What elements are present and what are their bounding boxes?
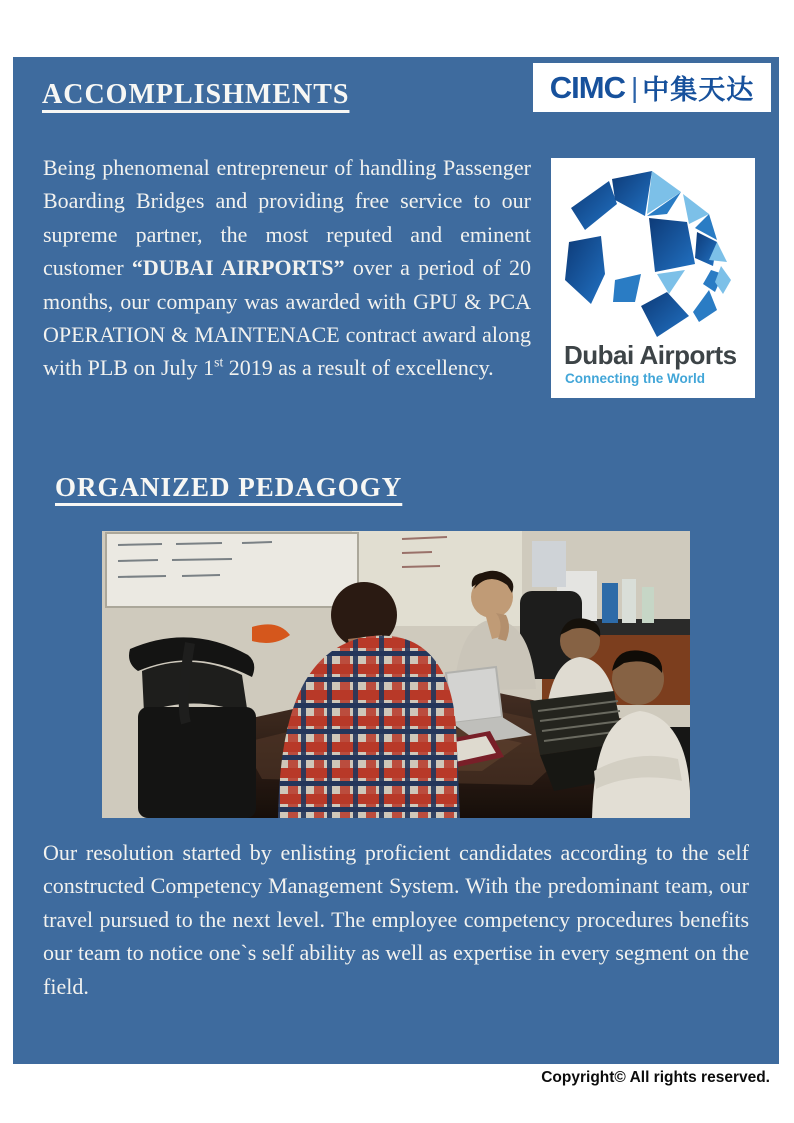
copyright-text: Copyright© All rights reserved. bbox=[541, 1069, 770, 1086]
document-page-panel bbox=[13, 57, 779, 1064]
meeting-photo-illustration bbox=[102, 531, 690, 818]
meeting-photo bbox=[102, 531, 690, 818]
dubai-airports-tagline: Connecting the World bbox=[565, 371, 705, 386]
pedagogy-title: ORGANIZED PEDAGOGY bbox=[55, 472, 403, 502]
paragraph-text: Being phenomenal entrepreneur of handling Passenger Boarding Bridges and providing free service to our supreme partner, the most reputed and eminent customer bbox=[43, 155, 531, 281]
pedagogy-paragraph: Our resolution started by enlisting proficient candidates according to the self constructed Competency Management System. With the predominant team, our travel pursued to the next level. The employee competency procedures benefits our team to notice one`s self ability as well as expertise in every segment on the field. bbox=[43, 840, 749, 999]
paragraph-text: 2019 as a result of excellency. bbox=[223, 355, 494, 381]
cimc-logo bbox=[533, 63, 771, 112]
paragraph-text: over a period of 20 months, our company was awarded with GPU & PCA OPERATION & MAINTENACE contract award along with PLB on July 1 bbox=[43, 255, 531, 381]
dubai-airports-globe-icon bbox=[557, 162, 749, 338]
dubai-airports-logo bbox=[551, 158, 755, 398]
accomplishments-title: ACCOMPLISHMENTS bbox=[42, 79, 350, 110]
ordinal-superscript: st bbox=[214, 355, 224, 371]
dubai-airports-wordmark: Dubai Airports bbox=[564, 340, 737, 370]
cimc-logo-separator: | bbox=[630, 71, 639, 103]
cimc-logo-wordmark: CIMC bbox=[549, 69, 625, 105]
accomplishments-paragraph bbox=[43, 151, 531, 385]
dubai-airports-bold-text: “DUBAI AIRPORTS” bbox=[131, 255, 345, 281]
cimc-logo-chinese-text: 中集天达 bbox=[642, 75, 755, 105]
